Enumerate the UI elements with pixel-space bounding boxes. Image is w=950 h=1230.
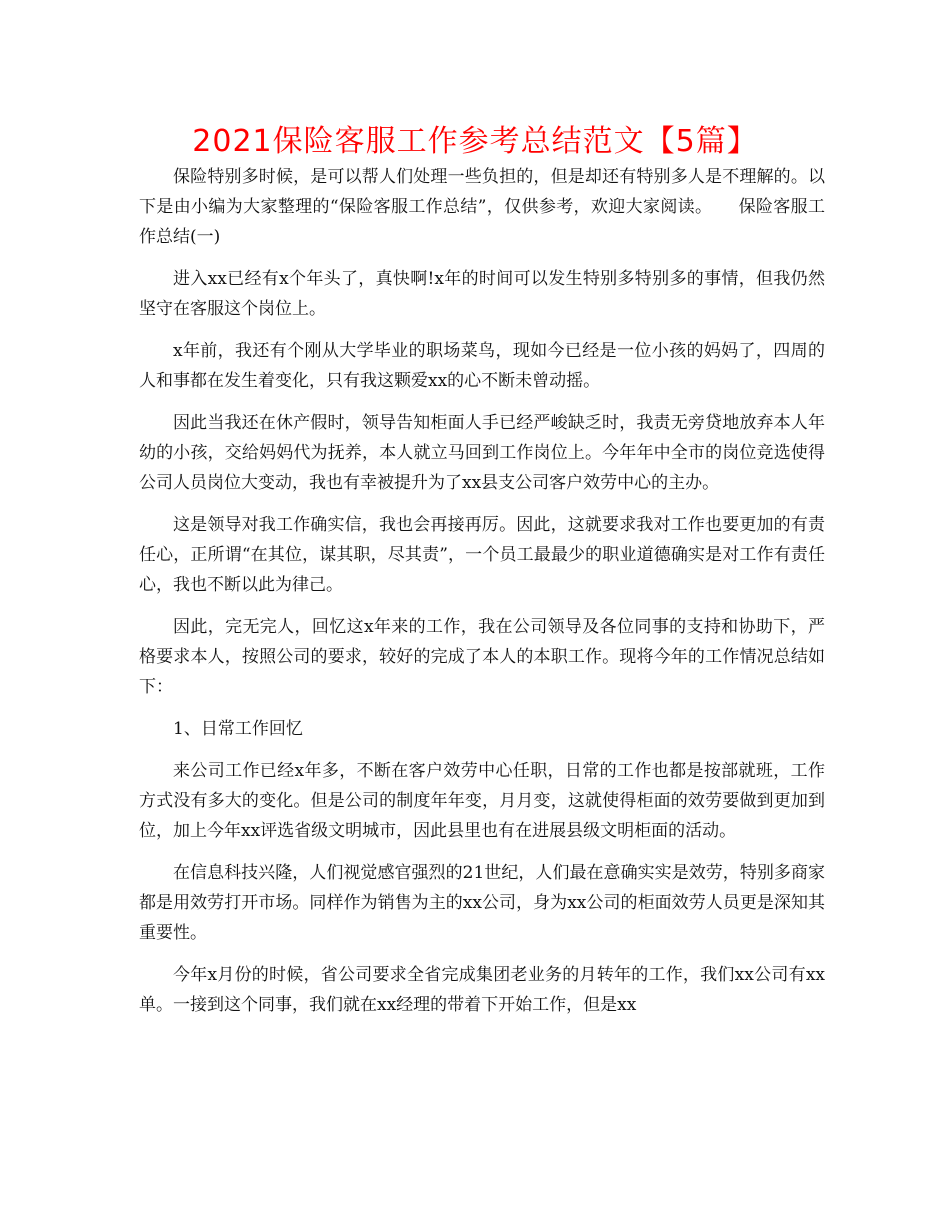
paragraph: 保险特别多时候，是可以帮人们处理一些负担的，但是却还有特别多人是不理解的。以下是由小编为大家整理的“保险客服工作总结”，仅供参考，欢迎大家阅读。 保险客服工作总结(一) bbox=[139, 167, 825, 247]
paragraph: 这是领导对我工作确实信，我也会再接再厉。因此，这就要求我对工作也要更加的有责任心，正所谓“在其位，谋其职，尽其责”，一个员工最最少的职业道德确实是对工作有责任心，我也不断以此为律己。 bbox=[139, 515, 825, 595]
paragraph: 进入xx已经有x个年头了，真快啊!x年的时间可以发生特别多特别多的事情，但我仍然坚守在客服这个岗位上。 bbox=[139, 269, 825, 319]
document-title: 2021保险客服工作参考总结范文【5篇】 bbox=[192, 124, 758, 159]
document-body bbox=[139, 162, 825, 1020]
paragraph: 因此，完无完人，回忆这x年来的工作，我在公司领导及各位同事的支持和协助下，严格要求本人，按照公司的要求，较好的完成了本人的本职工作。现将今年的工作情况总结如下： bbox=[139, 617, 825, 697]
paragraph: 因此当我还在休产假时，领导告知柜面人手已经严峻缺乏时，我责无旁贷地放弃本人年幼的小孩，交给妈妈代为抚养，本人就立马回到工作岗位上。今年年中全市的岗位竞选使得公司人员岗位大变动，我也有幸被提升为了xx县支公司客户效劳中心的主办。 bbox=[139, 413, 825, 493]
section-heading: 1、日常工作回忆 bbox=[173, 719, 303, 739]
paragraph: 今年x月份的时候，省公司要求全省完成集团老业务的月转年的工作，我们xx公司有xx单。一接到这个同事，我们就在xx经理的带着下开始工作，但是xx bbox=[139, 965, 825, 1015]
paragraph: 在信息科技兴隆，人们视觉感官强烈的21世纪，人们最在意确实实是效劳，特别多商家都是用效劳打开市场。同样作为销售为主的xx公司，身为xx公司的柜面效劳人员更是深知其重要性。 bbox=[139, 863, 825, 943]
paragraph: 来公司工作已经x年多，不断在客户效劳中心任职，日常的工作也都是按部就班，工作方式没有多大的变化。但是公司的制度年年变，月月变，这就使得柜面的效劳要做到更加到位，加上今年xx评选省级文明城市，因此县里也有在进展县级文明柜面的活动。 bbox=[139, 761, 825, 841]
paragraph: x年前，我还有个刚从大学毕业的职场菜鸟，现如今已经是一位小孩的妈妈了，四周的人和事都在发生着变化，只有我这颗爱xx的心不断未曾动摇。 bbox=[139, 341, 825, 391]
